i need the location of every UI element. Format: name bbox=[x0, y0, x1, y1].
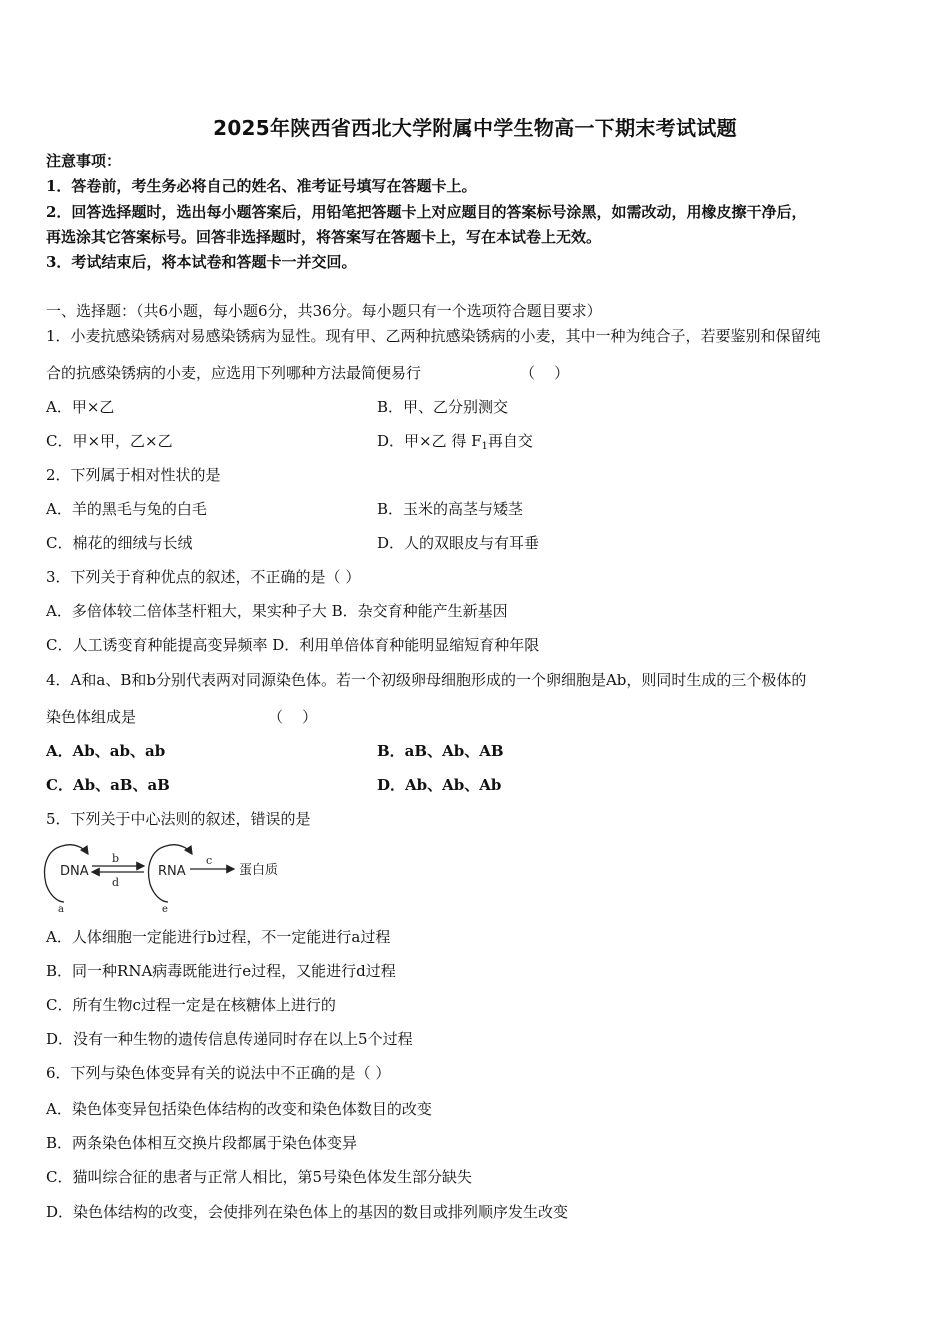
option-b: B．两条染色体相互交换片段都属于染色体变异 bbox=[46, 1134, 358, 1152]
option-a: A．人体细胞一定能进行b过程，不一定能进行a过程 bbox=[46, 928, 391, 946]
replication-loop-top bbox=[62, 845, 88, 854]
notice-item: 1．答卷前，考生务必将自己的姓名、准考证号填写在答题卡上。 bbox=[46, 177, 477, 195]
option-c: C．甲×甲，乙×乙 bbox=[46, 432, 173, 450]
option-a: A．染色体变异包括染色体结构的改变和染色体数目的改变 bbox=[46, 1100, 432, 1118]
answer-blank: （ ） bbox=[520, 364, 570, 382]
page-title: 2025年陕西省西北大学附属中学生物高一下期末考试试题 bbox=[213, 116, 737, 140]
option-row: C．人工诱变育种能提高变异频率 D．利用单倍体育种能明显缩短育种年限 bbox=[46, 636, 540, 654]
option-b: B．同一种RNA病毒既能进行e过程，又能进行d过程 bbox=[46, 962, 396, 980]
label-a: a bbox=[58, 904, 64, 914]
dna-label: DNA bbox=[60, 864, 89, 879]
question-6-stem: 6．下列与染色体变异有关的说法中不正确的是（ ） bbox=[46, 1064, 391, 1082]
question-4-line-1: 4．A和a、B和b分别代表两对同源染色体。若一个初级卵母细胞形成的一个卵细胞是Ab，则同时生成的三个极体的 bbox=[46, 671, 807, 689]
question-4-line-2: 染色体组成是 bbox=[46, 708, 137, 726]
protein-label: 蛋白质 bbox=[239, 863, 279, 878]
rna-replication-loop-top bbox=[166, 845, 192, 854]
option-c: C．棉花的细绒与长绒 bbox=[46, 534, 193, 552]
option-c: C．Ab、aB、aB bbox=[46, 776, 170, 794]
notice-heading: 注意事项： bbox=[46, 152, 122, 170]
option-b: B．甲、乙分别测交 bbox=[377, 398, 509, 416]
option-d: D．Ab、Ab、Ab bbox=[377, 776, 502, 794]
central-dogma-diagram bbox=[40, 838, 300, 914]
notice-item: 再选涂其它答案标号。回答非选择题时，将答案写在答题卡上，写在本试卷上无效。 bbox=[46, 228, 602, 246]
notice-item: 3．考试结束后，将本试卷和答题卡一并交回。 bbox=[46, 253, 357, 271]
option-b: B．玉米的高茎与矮茎 bbox=[377, 500, 524, 518]
option-a: A．Ab、ab、ab bbox=[46, 742, 166, 760]
option-d: D．没有一种生物的遗传信息传递同时存在以上5个过程 bbox=[46, 1030, 413, 1048]
option-a: A．甲×乙 bbox=[46, 398, 115, 416]
label-d: d bbox=[112, 876, 120, 889]
rna-label: RNA bbox=[158, 864, 186, 879]
option-b: B．aB、Ab、AB bbox=[377, 742, 504, 760]
notice-item: 2．回答选择题时，选出每小题答案后，用铅笔把答题卡上对应题目的答案标号涂黑，如需改动，用橡皮擦干净后， bbox=[46, 203, 807, 221]
option-d: D．甲×乙 得 $F_1$再自交 bbox=[377, 432, 533, 452]
answer-blank: （ ） bbox=[268, 708, 318, 726]
option-c: C．所有生物c过程一定是在核糖体上进行的 bbox=[46, 996, 336, 1014]
option-c: C．猫叫综合征的患者与正常人相比，第5号染色体发生部分缺失 bbox=[46, 1168, 473, 1186]
label-b: b bbox=[112, 852, 120, 865]
option-row: A．多倍体较二倍体茎杆粗大，果实种子大 B．杂交育种能产生新基因 bbox=[46, 602, 508, 620]
label-e: e bbox=[162, 904, 168, 914]
question-2-stem: 2．下列属于相对性状的是 bbox=[46, 466, 221, 484]
label-c: c bbox=[206, 854, 213, 867]
question-1-line-2: 合的抗感染锈病的小麦，应选用下列哪种方法最简便易行 bbox=[46, 364, 422, 382]
option-d: D．人的双眼皮与有耳垂 bbox=[377, 534, 540, 552]
question-1-line-1: 1．小麦抗感染锈病对易感染锈病为显性。现有甲、乙两种抗感染锈病的小麦，其中一种为纯合子，若要鉴别和保留纯 bbox=[46, 327, 821, 345]
section-heading: 一、选择题：（共6小题，每小题6分，共36分。每小题只有一个选项符合题目要求） bbox=[46, 302, 602, 320]
option-d: D．染色体结构的改变，会使排列在染色体上的基因的数目或排列顺序发生改变 bbox=[46, 1203, 569, 1221]
question-3-stem: 3．下列关于育种优点的叙述，不正确的是（ ） bbox=[46, 568, 361, 586]
option-a: A．羊的黑毛与兔的白毛 bbox=[46, 500, 207, 518]
question-5-stem: 5．下列关于中心法则的叙述，错误的是 bbox=[46, 810, 311, 828]
